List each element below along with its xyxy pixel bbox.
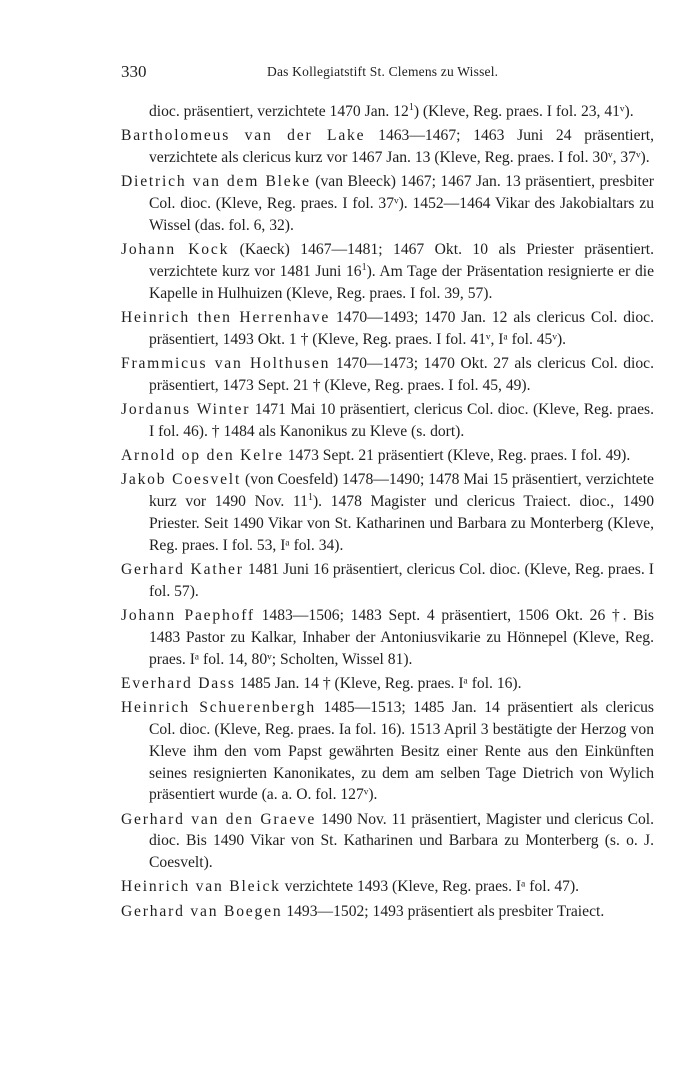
running-head: Das Kollegiatstift St. Clemens zu Wissel. <box>267 64 499 79</box>
entry-text: 1493—1502; 1493 präsentiert als presbiter Traiect. <box>282 902 605 920</box>
entry <box>121 307 654 351</box>
person-name: Heinrich Schuerenbergh <box>121 698 316 716</box>
entry-text: 1471 Mai 10 präsentiert, clericus Col. dioc. (Kleve, Reg. praes. I fol. 46). † 1484 als Kanonikus zu Kleve (s. dort). <box>149 400 654 440</box>
entry <box>121 605 654 671</box>
entry-text: (Kaeck) 1467—1481; 1467 Okt. 10 als Priester präsentiert. verzichtete kurz vor 1481 Juni 16 <box>149 241 654 280</box>
entry-text: dioc. präsentiert, verzichtete 1470 Jan. 12 <box>149 103 409 120</box>
entry-text: 1485—1513; 1485 Jan. 14 präsentiert als clericus Col. dioc. (Kleve, Reg. praes. Ia fol. 16). 1513 April 3 bestätigte der Herzog von Kleve ihm den vom Papst gewährten Besitz einer Rente aus den Einkünften seines resignierten Kanonikates, zu dem am selben Tage Dietrich von Wylich präsentiert wurde (a. a. O. fol. 127ᵛ). <box>149 698 655 804</box>
entry <box>121 125 654 169</box>
footnote-ref: 1 <box>361 261 367 273</box>
entry <box>121 876 654 898</box>
entry-text: 1470—1473; 1470 Okt. 27 als clericus Col. dioc. präsentiert, 1473 Sept. 21 † (Kleve, Reg. praes. I fol. 45, 49). <box>149 354 654 394</box>
person-name: Gerhard van den Graeve <box>121 810 317 828</box>
entry-text: 1481 Juni 16 präsentiert, clericus Col. dioc. (Kleve, Reg. praes. I fol. 57). <box>149 560 654 600</box>
entry-continuation <box>121 101 654 123</box>
entry <box>121 469 654 557</box>
footnote-ref: 1 <box>307 491 313 503</box>
register-text <box>121 101 654 925</box>
entry <box>121 697 654 807</box>
person-name: Jordanus Winter <box>121 400 251 418</box>
entry-text-tail: ). 1478 Magister und clericus Traiect. dioc., 1490 Priester. Seit 1490 Vikar von St. Katharinen und Barbara zu Monterberg (Kleve, Reg. praes. I fol. 53, Iᵃ fol. 34). <box>149 492 654 554</box>
entry-text: 1463—1467; 1463 Juni 24 präsentiert, verzichtete als clericus kurz vor 1467 Jan. 13 (Kleve, Reg. praes. I fol. 30ᵛ, 37ᵛ). <box>149 127 654 166</box>
entry-text: 1485 Jan. 14 † (Kleve, Reg. praes. Iᵃ fol. 16). <box>235 674 522 692</box>
entry-text: 1473 Sept. 21 präsentiert (Kleve, Reg. praes. I fol. 49). <box>283 446 631 464</box>
person-name: Frammicus van Holthusen <box>121 354 331 372</box>
person-name: Heinrich van Bleick <box>121 878 281 896</box>
page-header <box>121 62 656 86</box>
entry-text: verzichtete 1493 (Kleve, Reg. praes. Iᵃ fol. 47). <box>280 878 580 896</box>
entry-text-tail: ) (Kleve, Reg. praes. I fol. 23, 41ᵛ). <box>413 103 634 120</box>
entry-text: (van Bleeck) 1467; 1467 Jan. 13 präsentiert, presbiter Col. dioc. (Kleve, Reg. praes. I fol. 37ᵛ). 1452—1464 Vikar des Jakobialtars zu Wissel (das. fol. 6, 32). <box>149 173 654 234</box>
footnote-ref: 1 <box>408 102 414 113</box>
entry-text: 1490 Nov. 11 präsentiert, Magister und clericus Col. dioc. Bis 1490 Vikar von St. Katharinen und Barbara zu Monterberg (s. o. J. Coesvelt). <box>149 810 654 872</box>
person-name: Jakob Coesvelt <box>121 471 242 488</box>
person-name: Johann Paephoff <box>121 606 255 624</box>
person-name: Dietrich van dem Bleke <box>121 173 311 191</box>
person-name: Everhard Dass <box>121 674 236 692</box>
entry <box>121 809 654 875</box>
entry <box>121 353 654 397</box>
person-name: Arnold op den Kelre <box>121 446 284 464</box>
entry <box>121 673 654 695</box>
entry-text: 1483—1506; 1483 Sept. 4 präsentiert, 1506 Okt. 26 †. Bis 1483 Pastor zu Kalkar, Inhaber der Antoniusvikarie zu Hönnepel (Kleve, Reg. praes. Iᵃ fol. 14, 80ᵛ; Scholten, Wissel 81). <box>149 606 654 668</box>
page-number: 330 <box>121 62 147 81</box>
entry <box>121 901 654 923</box>
person-name: Gerhard van Boegen <box>121 902 283 920</box>
entry <box>121 239 654 305</box>
entry <box>121 445 654 467</box>
person-name: Johann Kock <box>121 241 230 258</box>
entry <box>121 559 654 603</box>
person-name: Bartholomeus van der Lake <box>121 127 366 145</box>
entry <box>121 171 654 237</box>
entry-text-tail: ). Am Tage der Präsentation resignierte er die Kapelle in Hulhuizen (Kleve, Reg. praes. I fol. 39, 57). <box>149 262 654 302</box>
entry-text: 1470—1493; 1470 Jan. 12 als clericus Col. dioc. präsentiert, 1493 Okt. 1 † (Kleve, Reg. praes. I fol. 41ᵛ, Iᵃ fol. 45ᵛ). <box>149 308 654 348</box>
entry-text: (von Coesfeld) 1478—1490; 1478 Mai 15 präsentiert, verzichtete kurz vor 1490 Nov. 11 <box>149 471 654 510</box>
person-name: Heinrich then Herrenhave <box>121 308 331 326</box>
person-name: Gerhard Kather <box>121 560 244 578</box>
entry <box>121 399 654 443</box>
